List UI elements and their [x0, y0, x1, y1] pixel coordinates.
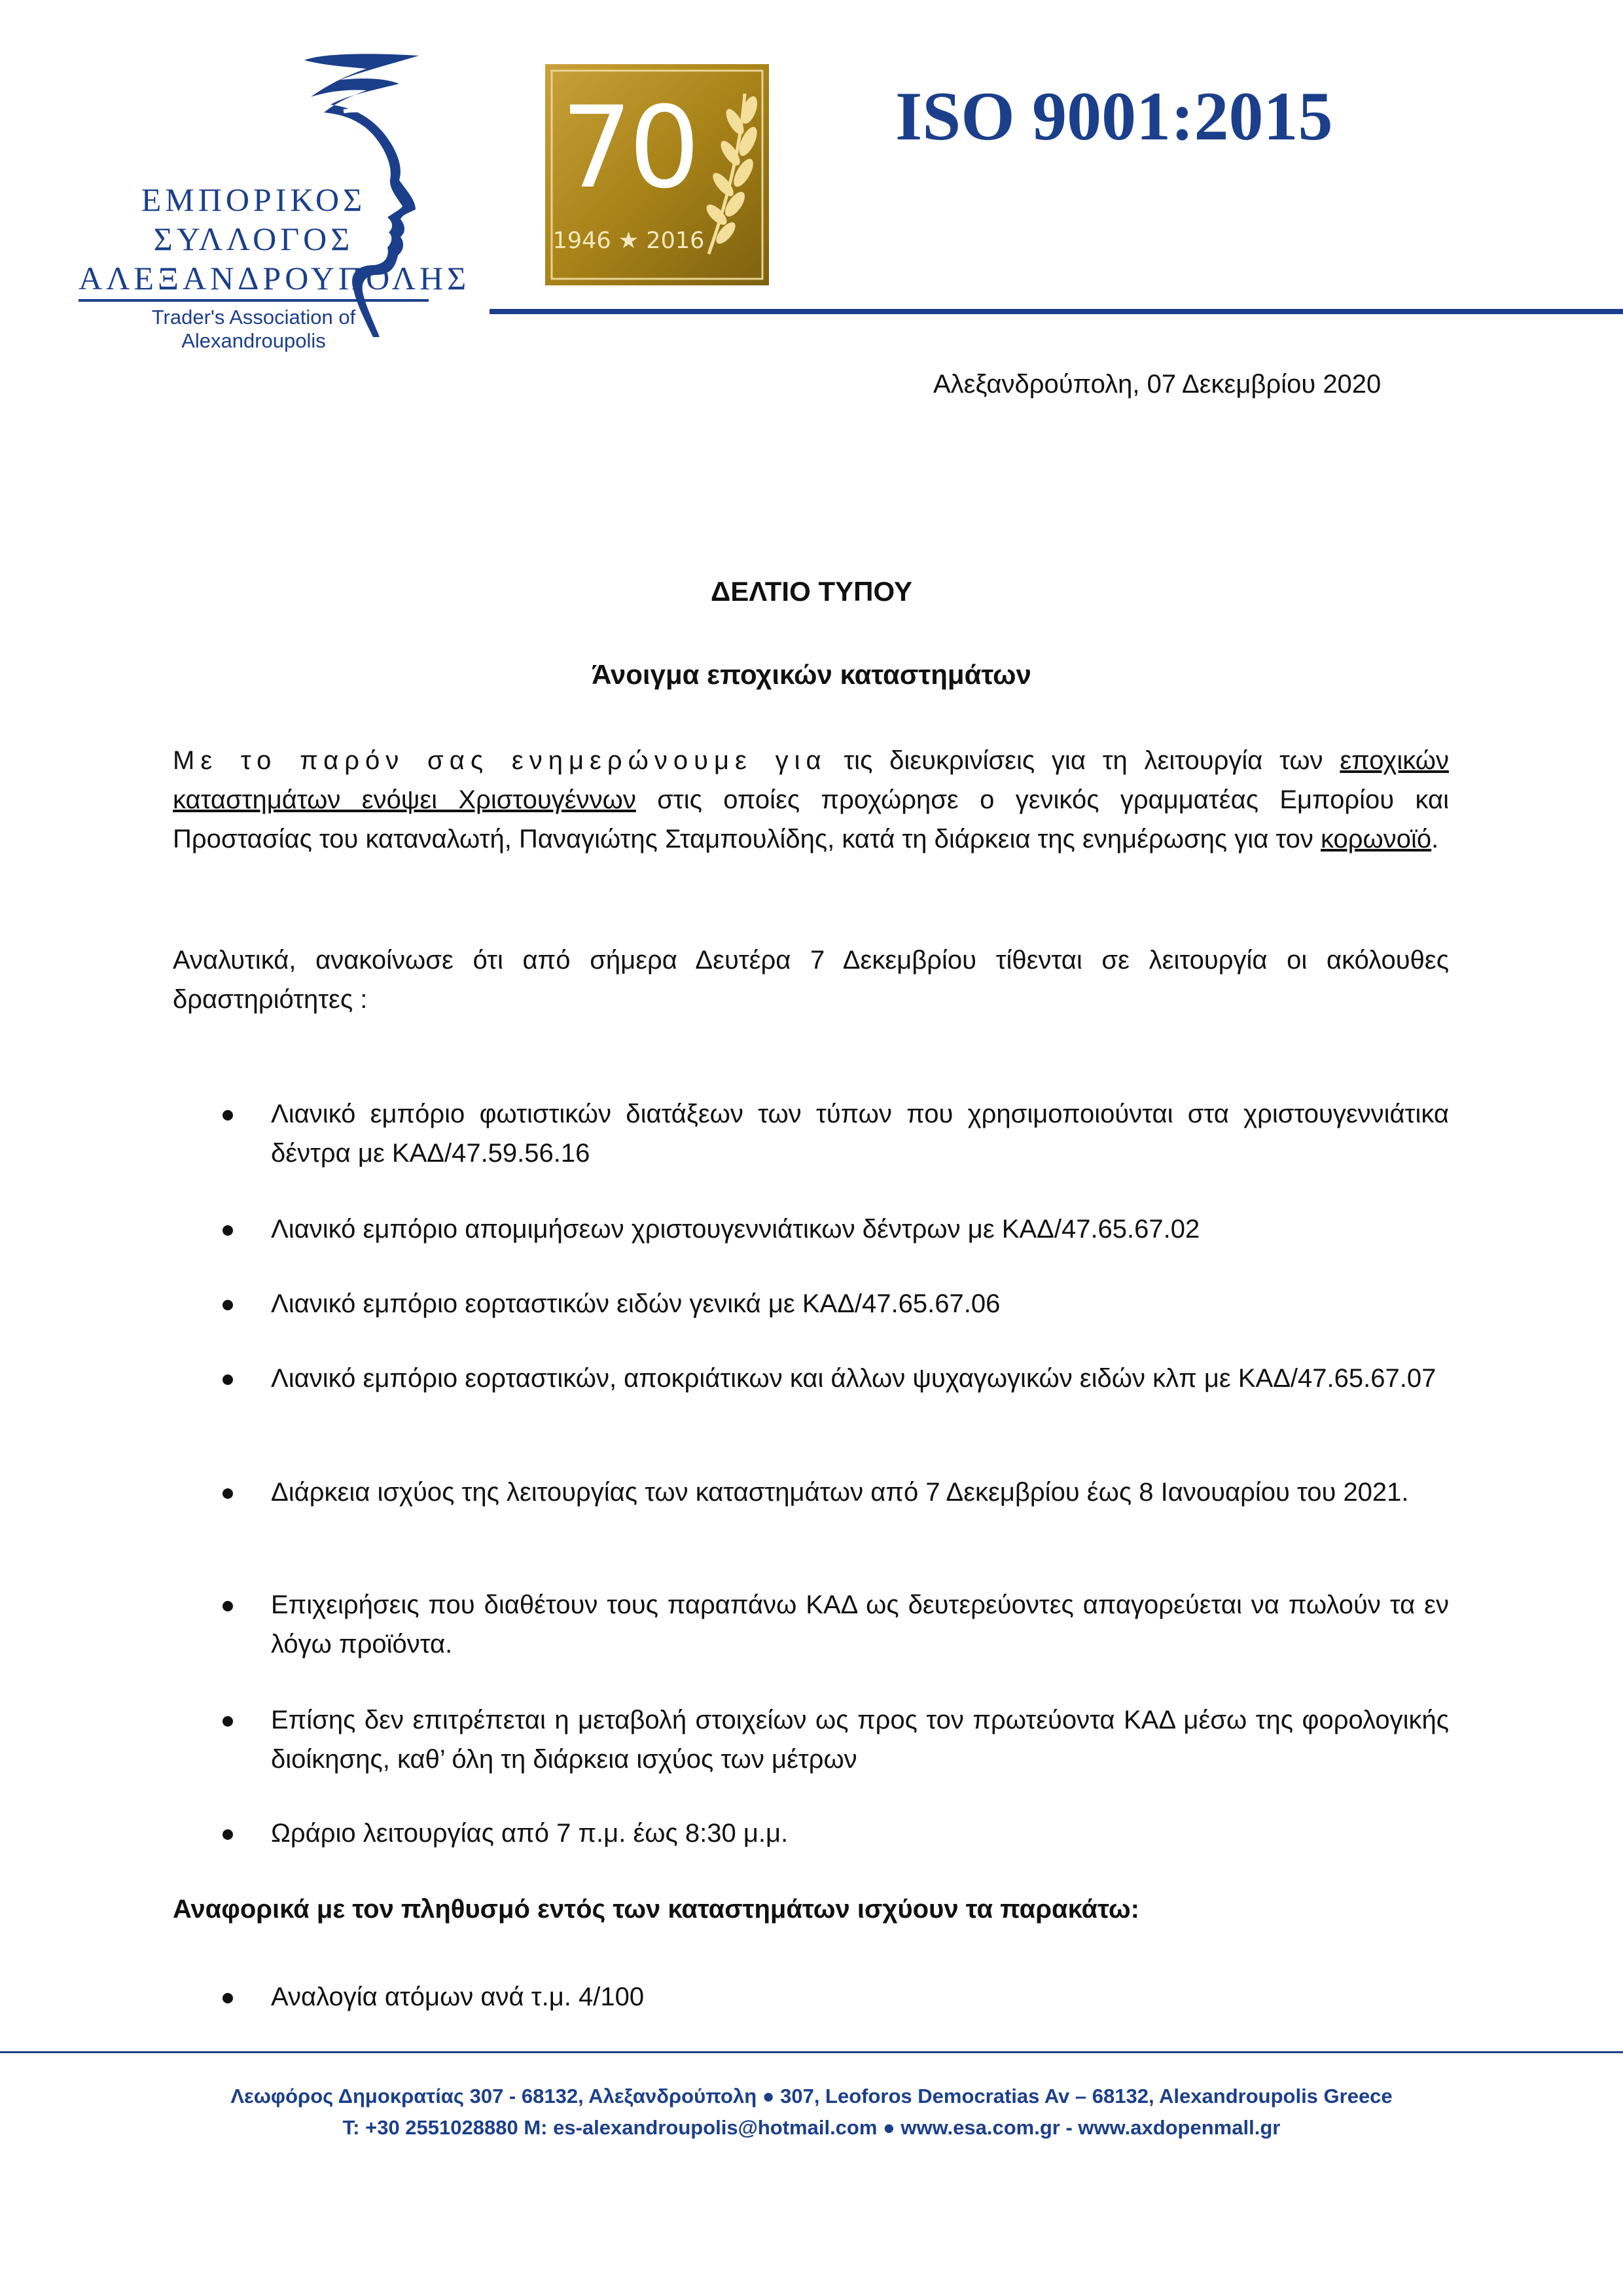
bullet-icon — [223, 1225, 233, 1236]
association-name-line-1: ΕΜΠΟΡΙΚΟΣ — [141, 181, 366, 218]
seasonal-stores-link[interactable]: εποχικών καταστημάτων ενόψει Χριστουγέννων — [173, 746, 1449, 814]
intro-text-2: στις οποίες προχώρησε ο γενικός γραμματέας Εμπορίου και Προστασίας του καταναλωτή, Παναγιώτης Σταμπουλίδης, κατά τη διάρκεια της ενημέρωσης για τον — [173, 785, 1449, 853]
intro-text-3: . — [1431, 825, 1439, 853]
association-name-line-2: ΣΥΛΛΟΓΟΣ — [153, 221, 354, 257]
footer-contact: T: +30 2551028880 M: es-alexandroupolis@hotmail.com ● www.esa.com.gr - www.axdopenmall.gr — [342, 2116, 1281, 2139]
population-heading: Αναφορικά με τον πληθυσμό εντός των καταστημάτων ισχύουν τα παρακάτω: — [173, 1895, 1139, 1924]
bullet-icon — [223, 1300, 233, 1310]
anniversary-years: 1946 ★ 2016 — [552, 228, 705, 254]
document-date: Αλεξανδρούπολη, 07 Δεκεμβρίου 2020 — [933, 370, 1382, 399]
footer-divider — [0, 2051, 1623, 2053]
footer-address: Λεωφόρος Δημοκρατίας 307 - 68132, Αλεξανδρούπολη ● 307, Leoforos Democratias Av – 68132, Alexandroupolis Greece — [230, 2085, 1393, 2108]
anniversary-number: 70 — [561, 82, 696, 213]
intro-text-1: τις διευκρινίσεις για τη λειτουργία των — [827, 746, 1340, 775]
list-item-text: Λιανικό εμπόριο εορταστικών, αποκριάτικων και άλλων ψυχαγωγικών ειδών κλπ με ΚΑΔ/47.65.67.07 — [271, 1364, 1436, 1393]
document-subtitle: Άνοιγμα εποχικών καταστημάτων — [592, 659, 1031, 690]
bullet-icon — [223, 1829, 233, 1840]
list-item-text: Επίσης δεν επιτρέπεται η μεταβολή στοιχείων ως προς τον πρωτεύοντα ΚΑΔ μέσω της φορολογικής διοίκησης, καθ’ όλη τη διάρκεια ισχύος των μέτρων — [271, 1706, 1449, 1774]
list-item-text: Λιανικό εμπόριο απομιμήσεων χριστουγεννιάτικων δέντρων με ΚΑΔ/47.65.67.02 — [271, 1215, 1200, 1244]
list-item-text: Επιχειρήσεις που διαθέτουν τους παραπάνω ΚΑΔ ως δευτερεύοντες απαγορεύεται να πωλούν τα εν λόγω προϊόντα. — [271, 1590, 1449, 1659]
header-divider — [490, 309, 1623, 314]
intro-paragraph — [173, 741, 1449, 859]
bullet-icon — [223, 1601, 233, 1611]
bullet-icon — [223, 1716, 233, 1727]
list-item-text: Λιανικό εμπόριο φωτιστικών διατάξεων των τύπων που χρησιμοποιούνται στα χριστουγεννιάτικα δέντρα με ΚΑΔ/47.59.56.16 — [271, 1100, 1449, 1168]
list-item-text: Λιανικό εμπόριο εορταστικών ειδών γενικά με ΚΑΔ/47.65.67.06 — [271, 1289, 1001, 1318]
list-item-text: Αναλογία ατόμων ανά τ.μ. 4/100 — [271, 1982, 645, 2011]
coronavirus-link[interactable]: κορωνοϊό — [1321, 825, 1432, 853]
document-title: ΔΕΛΤΙΟ ΤΥΠΟΥ — [711, 576, 912, 607]
iso-certification: ISO 9001:2015 — [895, 78, 1333, 154]
association-logo — [79, 46, 504, 353]
activities-intro-paragraph: Αναλυτικά, ανακοίνωσε ότι από σήμερα Δευτέρα 7 Δεκεμβρίου τίθενται σε λειτουργία οι ακόλουθες δραστηριότητες : — [173, 946, 1449, 1014]
bullet-icon — [223, 1374, 233, 1385]
list-item-text: Ωράριο λειτουργίας από 7 π.μ. έως 8:30 μ.μ. — [271, 1819, 789, 1848]
intro-lead: Με το παρόν σας ενημερώνουμε για — [173, 746, 827, 775]
association-name-english: Trader's Association of Alexandroupolis — [151, 306, 356, 352]
bullet-icon — [223, 1488, 233, 1499]
anniversary-seal — [545, 64, 769, 285]
association-name-divider — [79, 299, 429, 302]
list-item-text: Διάρκεια ισχύος της λειτουργίας των καταστημάτων από 7 Δεκεμβρίου έως 8 Ιανουαρίου του 2021. — [271, 1478, 1409, 1507]
bullet-icon — [223, 1110, 233, 1121]
association-name-line-3: ΑΛΕΞΑΝΔΡΟΥΠΟΛΗΣ — [79, 260, 471, 296]
bullet-icon — [223, 1993, 233, 2003]
